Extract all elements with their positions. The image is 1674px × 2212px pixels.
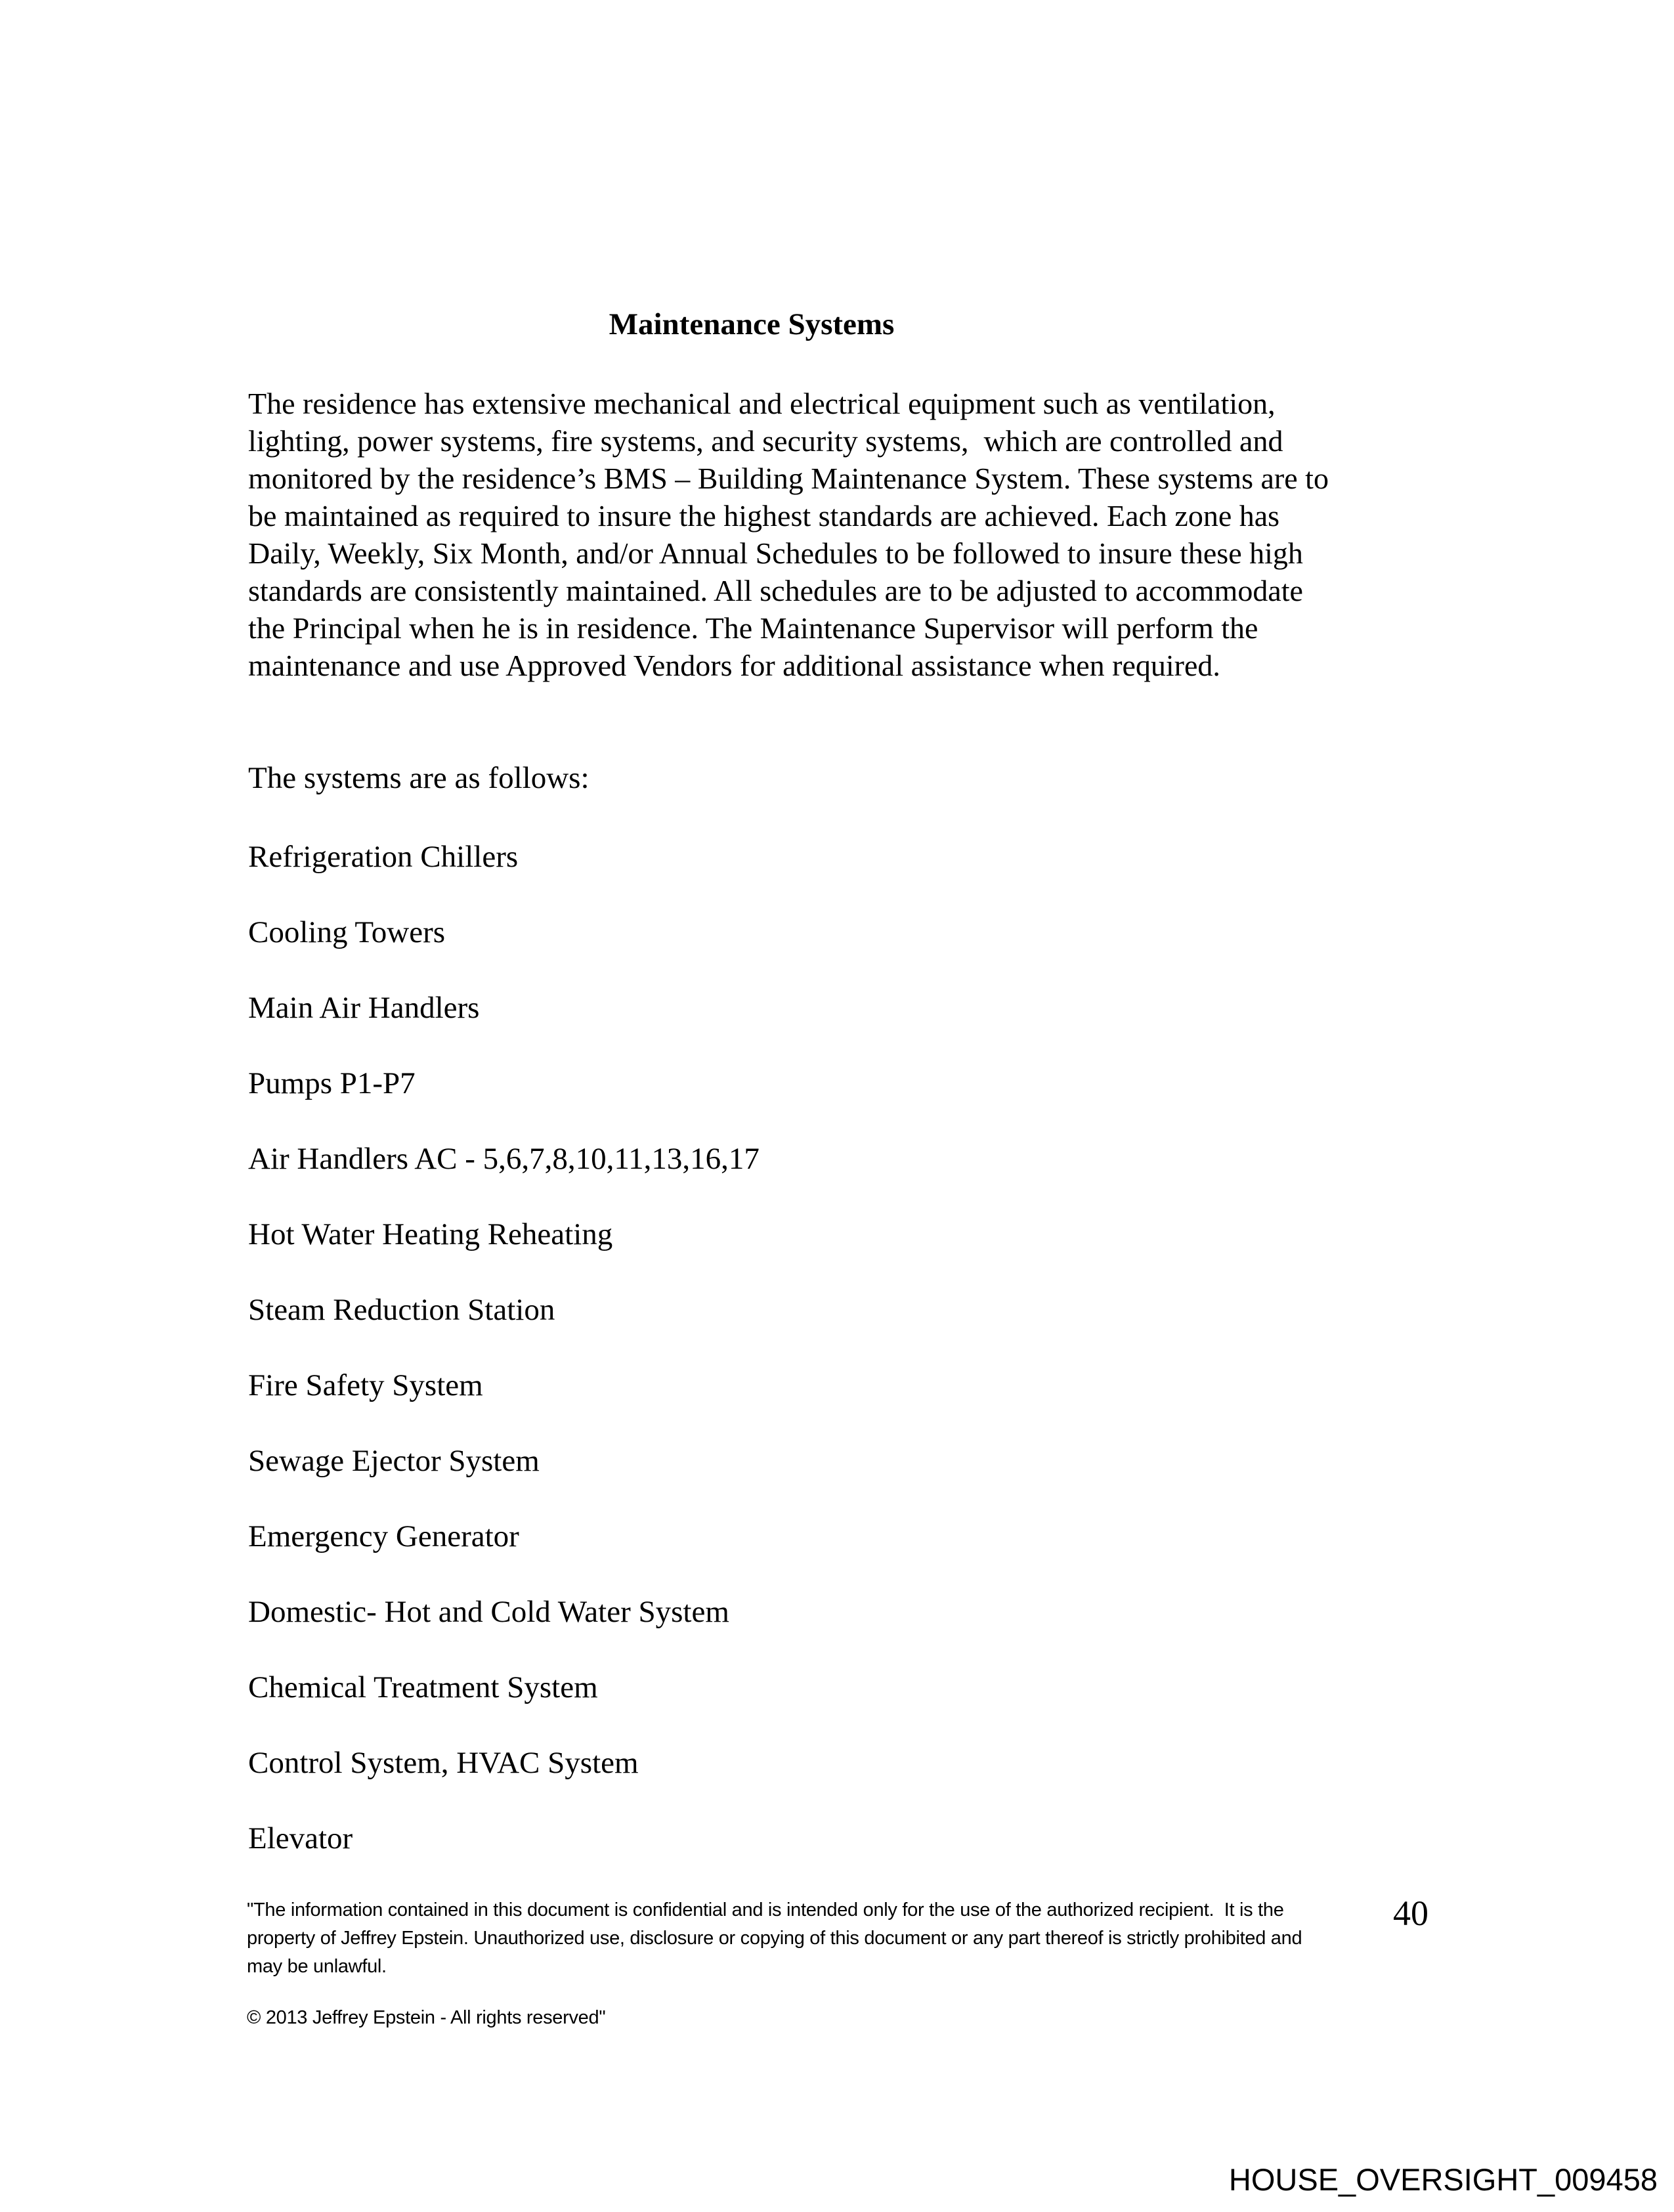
system-item: Pumps P1-P7	[248, 1066, 416, 1100]
system-item: Air Handlers AC - 5,6,7,8,10,11,13,16,17	[248, 1142, 760, 1176]
paragraph-line: The residence has extensive mechanical and electrical equipment such as ventilation,	[248, 387, 1276, 420]
system-item: Control System, HVAC System	[248, 1746, 639, 1780]
paragraph-line: Daily, Weekly, Six Month, and/or Annual Schedules to be followed to insure these high	[248, 536, 1303, 570]
bates-stamp: HOUSE_OVERSIGHT_009458	[1228, 2162, 1658, 2197]
page-number: 40	[1393, 1894, 1428, 1933]
paragraph-line: monitored by the residence’s BMS – Building Maintenance System. These systems are to	[248, 462, 1329, 495]
system-item: Sewage Ejector System	[248, 1444, 540, 1478]
system-item: Emergency Generator	[248, 1519, 519, 1553]
paragraph-line: standards are consistently maintained. All schedules are to be adjusted to accommodate	[248, 574, 1303, 607]
paragraph-line: the Principal when he is in residence. The Maintenance Supervisor will perform the	[248, 611, 1258, 645]
systems-list	[248, 838, 760, 1896]
systems-list-intro: The systems are as follows:	[248, 761, 590, 795]
paragraph-line: maintenance and use Approved Vendors for additional assistance when required.	[248, 649, 1220, 682]
disclaimer-line: "The information contained in this document is confidential and is intended only for the use of the authorized recipient. It is the	[247, 1899, 1284, 1920]
copyright-notice: © 2013 Jeffrey Epstein - All rights reserved"	[247, 2007, 606, 2028]
disclaimer-line: property of Jeffrey Epstein. Unauthorized use, disclosure or copying of this document or any part thereof is strictly prohibited and	[247, 1928, 1302, 1949]
system-item: Cooling Towers	[248, 915, 446, 949]
system-item: Domestic- Hot and Cold Water System	[248, 1595, 729, 1629]
confidentiality-disclaimer	[247, 1896, 1302, 1981]
paragraph-line: lighting, power systems, fire systems, and security systems, which are controlled and	[248, 424, 1283, 458]
system-item: Steam Reduction Station	[248, 1293, 555, 1327]
system-item: Fire Safety System	[248, 1368, 483, 1402]
system-item: Elevator	[248, 1821, 353, 1855]
system-item: Main Air Handlers	[248, 991, 480, 1025]
intro-paragraph	[248, 385, 1329, 684]
disclaimer-line: may be unlawful.	[247, 1956, 387, 1977]
paragraph-line: be maintained as required to insure the highest standards are achieved. Each zone has	[248, 499, 1280, 532]
system-item: Chemical Treatment System	[248, 1670, 598, 1704]
system-item: Refrigeration Chillers	[248, 840, 519, 874]
system-item: Hot Water Heating Reheating	[248, 1217, 613, 1251]
document-title: Maintenance Systems	[609, 307, 895, 341]
